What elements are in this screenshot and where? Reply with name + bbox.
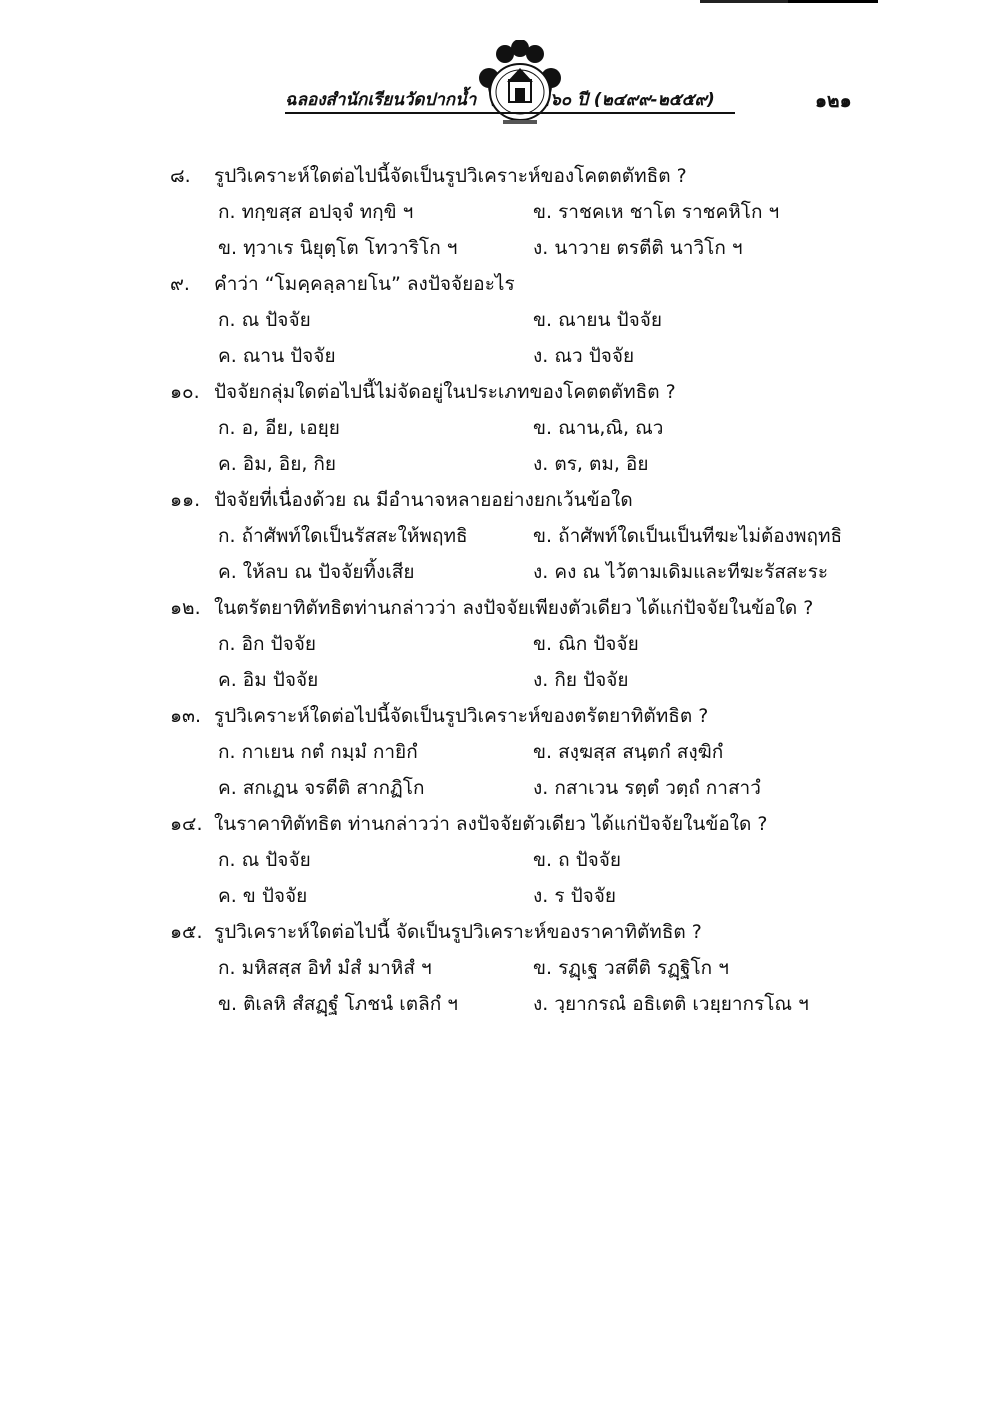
question-item (170, 806, 860, 914)
question-item (170, 266, 860, 374)
question-number: ๘. (170, 165, 191, 187)
question-item (170, 374, 860, 482)
question-text: คำว่า “โมคฺคลฺลายโน” ลงปัจจัยอะไร (214, 273, 515, 295)
question-item (170, 482, 860, 590)
header-underline (285, 112, 735, 114)
question-text: รูปวิเคราะห์ใดต่อไปนี้จัดเป็นรูปวิเคราะห์ของโคตตตัทธิต ? (214, 165, 687, 187)
question-number: ๑๒. (170, 597, 201, 619)
question-option: ง. กิย ปัจจัย (533, 669, 629, 691)
question-item (170, 698, 860, 806)
question-number: ๑๕. (170, 921, 203, 943)
page-header (285, 40, 870, 130)
question-option: ก. ณ ปัจจัย (218, 849, 311, 871)
question-option: ค. สกเฏน จรตีติ สากฏิโก (218, 777, 425, 799)
question-option: ง. นาวาย ตรตีติ นาวิโก ฯ (533, 237, 743, 259)
question-option: ข. ณาน,ณิ, ณว (533, 417, 664, 439)
question-option: ข. รฏฺเฐ วสตีติ รฏฺฐิโก ฯ (533, 957, 729, 979)
question-option: ข. ถ ปัจจัย (533, 849, 622, 871)
question-list (170, 158, 860, 1022)
question-text: รูปวิเคราะห์ใดต่อไปนี้ จัดเป็นรูปวิเคราะห์ของราคาทิตัทธิต ? (214, 921, 702, 943)
header-anniversary-text: ๖๐ ปี (๒๔๙๙-๒๕๕๙) (550, 90, 715, 110)
question-option: ข. ติเลหิ สํสฏฺฐํ โภชนํ เตลิกํ ฯ (218, 993, 458, 1015)
question-option: ก. อิก ปัจจัย (218, 633, 316, 655)
question-option: ง. วฺยากรณํ อธิเตติ เวยฺยากรโณ ฯ (533, 993, 809, 1015)
question-option: ค. ให้ลบ ณ ปัจจัยทิ้งเสีย (218, 561, 415, 583)
page-number: ๑๒๑ (815, 90, 852, 112)
question-option: ค. อิม, อิย, กิย (218, 453, 337, 475)
top-edge-rule (700, 0, 878, 3)
question-option: ง. ร ปัจจัย (533, 885, 617, 907)
question-option: ข. สงฺฆสฺส สนฺตกํ สงฺฆิกํ (533, 741, 724, 763)
question-text: ในตรัตยาทิตัทธิตท่านกล่าวว่า ลงปัจจัยเพียงตัวเดียว ได้แก่ปัจจัยในข้อใด ? (214, 597, 814, 619)
question-item (170, 914, 860, 1022)
question-option: ง. ณว ปัจจัย (533, 345, 635, 367)
question-option: ง. คง ณ ไว้ตามเดิมและทีฆะรัสสะระ (533, 561, 829, 583)
question-option: ข. ถ้าศัพท์ใดเป็นเป็นทีฆะไม่ต้องพฤทธิ (533, 525, 843, 547)
question-option: ก. มหิสสฺส อิทํ มํสํ มาหิสํ ฯ (218, 957, 432, 979)
header-left-text: ฉลองสำนักเรียนวัดปากน้ำ (285, 90, 477, 110)
question-option: ข. ณิก ปัจจัย (533, 633, 639, 655)
question-option: ก. อ, อีย, เอยฺย (218, 417, 340, 439)
question-text: ในราคาทิตัทธิต ท่านกล่าวว่า ลงปัจจัยตัวเดียว ได้แก่ปัจจัยในข้อใด ? (214, 813, 768, 835)
question-text: รูปวิเคราะห์ใดต่อไปนี้จัดเป็นรูปวิเคราะห์ของตรัตยาทิตัทธิต ? (214, 705, 709, 727)
question-option: ง. กสาเวน รตฺตํ วตฺถํ กาสาวํ (533, 777, 761, 799)
question-option: ก. ถ้าศัพท์ใดเป็นรัสสะให้พฤทธิ (218, 525, 468, 547)
question-item (170, 590, 860, 698)
question-option: ก. ทกฺขสฺส อปจฺจํ ทกฺขิ ฯ (218, 201, 414, 223)
question-number: ๑๓. (170, 705, 202, 727)
question-option: ข. ราชคเห ชาโต ราชคหิโก ฯ (533, 201, 780, 223)
temple-emblem-icon (465, 40, 575, 130)
question-number: ๑๐. (170, 381, 200, 403)
question-option: ง. ตร, ตม, อิย (533, 453, 649, 475)
question-number: ๙. (170, 273, 190, 295)
question-text: ปัจจัยกลุ่มใดต่อไปนี้ไม่จัดอยู่ในประเภทของโคตตตัทธิต ? (214, 381, 676, 403)
question-option: ก. กาเยน กตํ กมฺมํ กายิกํ (218, 741, 418, 763)
question-option: ค. ข ปัจจัย (218, 885, 308, 907)
question-option: ข. ณายน ปัจจัย (533, 309, 662, 331)
question-item (170, 158, 860, 266)
question-option: ค. ณาน ปัจจัย (218, 345, 336, 367)
question-number: ๑๑. (170, 489, 201, 511)
question-option: ข. ทฺวาเร นิยุตฺโต โทวาริโก ฯ (218, 237, 458, 259)
question-text: ปัจจัยที่เนื่องด้วย ณ มีอำนาจหลายอย่างยกเว้นข้อใด (214, 489, 633, 511)
question-option: ค. อิม ปัจจัย (218, 669, 319, 691)
question-option: ก. ณ ปัจจัย (218, 309, 311, 331)
question-number: ๑๔. (170, 813, 203, 835)
